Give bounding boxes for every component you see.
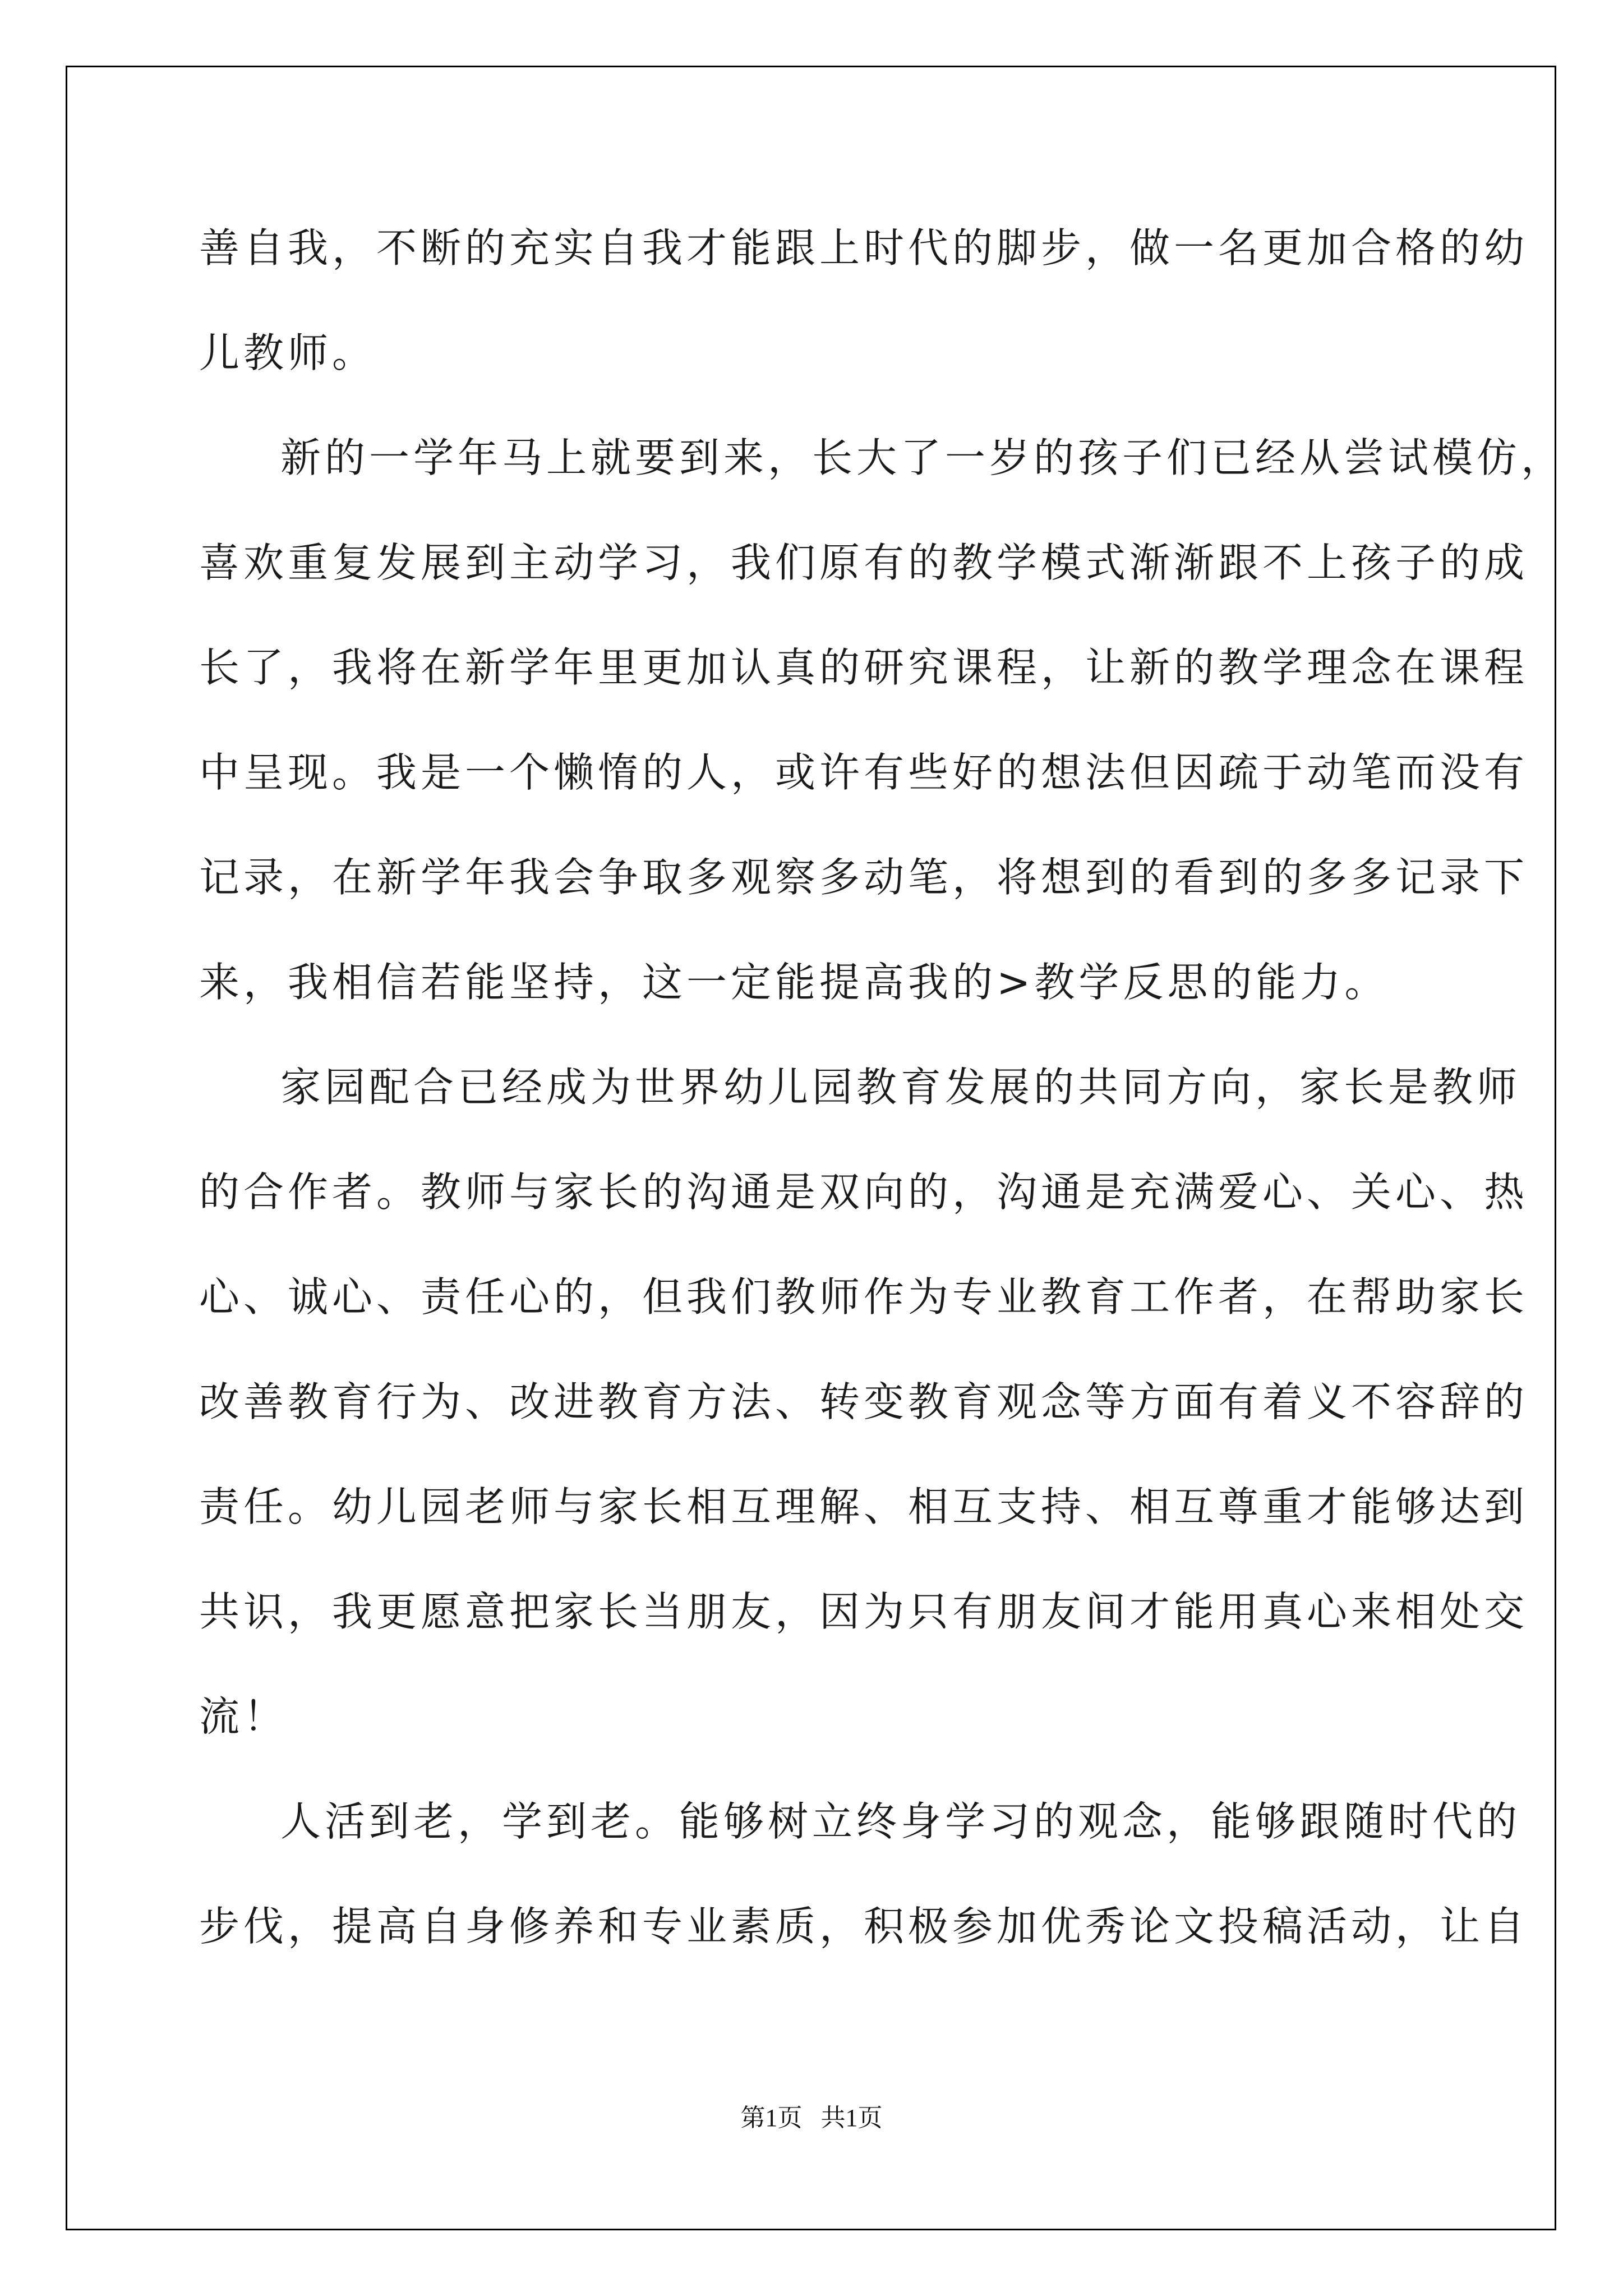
- text-line: 心、诚心、责任心的，但我们教师作为专业教育工作者，在帮助家长: [199, 1273, 1529, 1320]
- text-line: 儿教师。: [199, 329, 377, 376]
- text-line: 流！: [199, 1693, 288, 1740]
- text-line: 改善教育行为、改进教育方法、转变教育观念等方面有着义不容辞的: [199, 1378, 1529, 1425]
- text-line: 的合作者。教师与家长的沟通是双向的，沟通是充满爱心、关心、热: [199, 1168, 1529, 1216]
- text-line: 中呈现。我是一个懒惰的人，或许有些好的想法但因疏于动笔而没有: [199, 749, 1529, 796]
- text-line: 步伐，提高自身修养和专业素质，积极参加优秀论文投稿活动，让自: [199, 1903, 1529, 1950]
- text-line: 来，我相信若能坚持，这一定能提高我的>教学反思的能力。: [199, 959, 1389, 1006]
- paragraph-start-line: 新的一学年马上就要到来，长大了一岁的孩子们已经从尝试模仿，: [280, 434, 1566, 481]
- text-line: 喜欢重复发展到主动学习，我们原有的教学模式渐渐跟不上孩子的成: [199, 539, 1529, 586]
- text-line: 长了，我将在新学年里更加认真的研究课程，让新的教学理念在课程: [199, 644, 1529, 691]
- text-line: 善自我，不断的充实自我才能跟上时代的脚步，做一名更加合格的幼: [199, 224, 1529, 272]
- paragraph-start-line: 人活到老，学到老。能够树立终身学习的观念，能够跟随时代的: [280, 1798, 1521, 1845]
- page-footer: 第1页 共1页: [740, 2104, 883, 2132]
- text-line: 责任。幼儿园老师与家长相互理解、相互支持、相互尊重才能够达到: [199, 1483, 1529, 1530]
- paragraph-start-line: 家园配合已经成为世界幼儿园教育发展的共同方向，家长是教师: [280, 1064, 1521, 1111]
- text-line: 记录，在新学年我会争取多观察多动笔，将想到的看到的多多记录下: [199, 854, 1529, 901]
- text-line: 共识，我更愿意把家长当朋友，因为只有朋友间才能用真心来相处交: [199, 1588, 1529, 1635]
